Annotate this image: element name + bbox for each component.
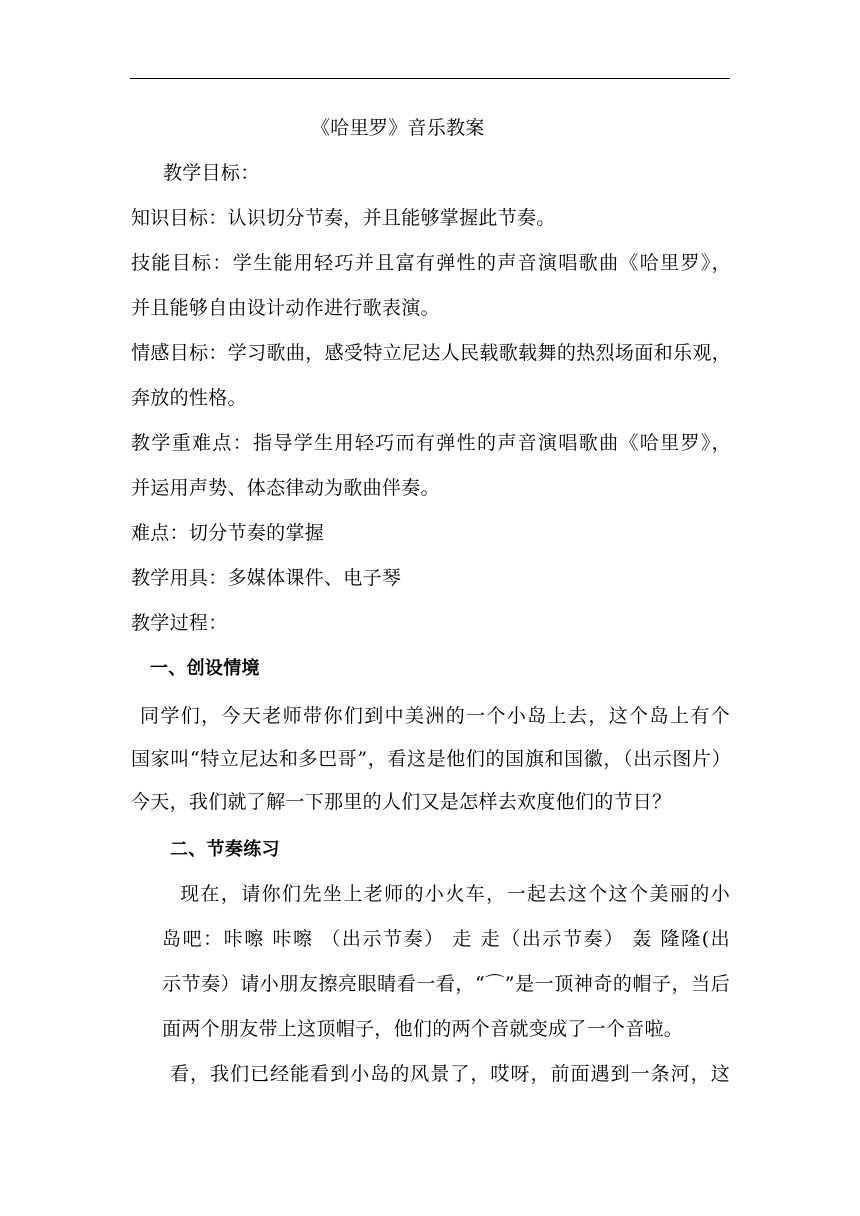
difficulty-line: 难点：切分节奏的掌握 — [131, 522, 325, 544]
section2-paragraph-line-4: 面两个朋友带上这顶帽子，他们的两个音就变成了一个音啦。 — [162, 1018, 684, 1040]
section1-paragraph-line-3: 今天，我们就了解一下那里的人们又是怎样去欢度他们的节日？ — [131, 791, 672, 813]
key-points-line-2: 并运用声势、体态律动为歌曲伴奏。 — [131, 477, 440, 499]
document-title: 《哈里罗》音乐教案 — [311, 117, 485, 139]
section2-paragraph-line-1: 现在，请你们先坐上老师的小火车，一起去这个这个美丽的小 — [180, 883, 730, 905]
emotion-goal-line-2: 奔放的性格。 — [131, 387, 247, 409]
section2-paragraph-line-5: 看，我们已经能看到小岛的风景了，哎呀，前面遇到一条河，这 — [170, 1063, 730, 1085]
skill-goal-line-2: 并且能够自由设计动作进行歌表演。 — [131, 297, 440, 319]
section1-paragraph-line-1: 同学们，今天老师带你们到中美洲的一个小岛上去，这个岛上有个 — [140, 705, 730, 727]
section2-heading: 二、节奏练习 — [170, 839, 280, 860]
tools-line: 教学用具：多媒体课件、电子琴 — [131, 567, 402, 589]
process-heading: 教学过程： — [131, 612, 228, 634]
header-rule — [130, 78, 730, 79]
emotion-goal-line-1: 情感目标：学习歌曲，感受特立尼达人民载歌载舞的热烈场面和乐观， — [131, 342, 731, 364]
key-points-line-1: 教学重难点：指导学生用轻巧而有弹性的声音演唱歌曲《哈里罗》， — [131, 432, 731, 454]
knowledge-goal: 知识目标：认识切分节奏，并且能够掌握此节奏。 — [131, 207, 556, 229]
section1-heading: 一、创设情境 — [150, 658, 260, 679]
section2-paragraph-line-2: 岛吧：咔嚓 咔嚓 （出示节奏） 走 走（出示节奏） 轰 隆隆(出 — [162, 928, 730, 950]
objectives-heading: 教学目标： — [163, 162, 260, 184]
section2-paragraph-line-3: 示节奏）请小朋友擦亮眼睛看一看，“⌒”是一顶神奇的帽子，当后 — [162, 973, 730, 995]
section1-paragraph-line-2: 国家叫“特立尼达和多巴哥”，看这是他们的国旗和国徽，（出示图片） — [131, 748, 731, 770]
skill-goal-line-1: 技能目标：学生能用轻巧并且富有弹性的声音演唱歌曲《哈里罗》， — [131, 252, 731, 274]
